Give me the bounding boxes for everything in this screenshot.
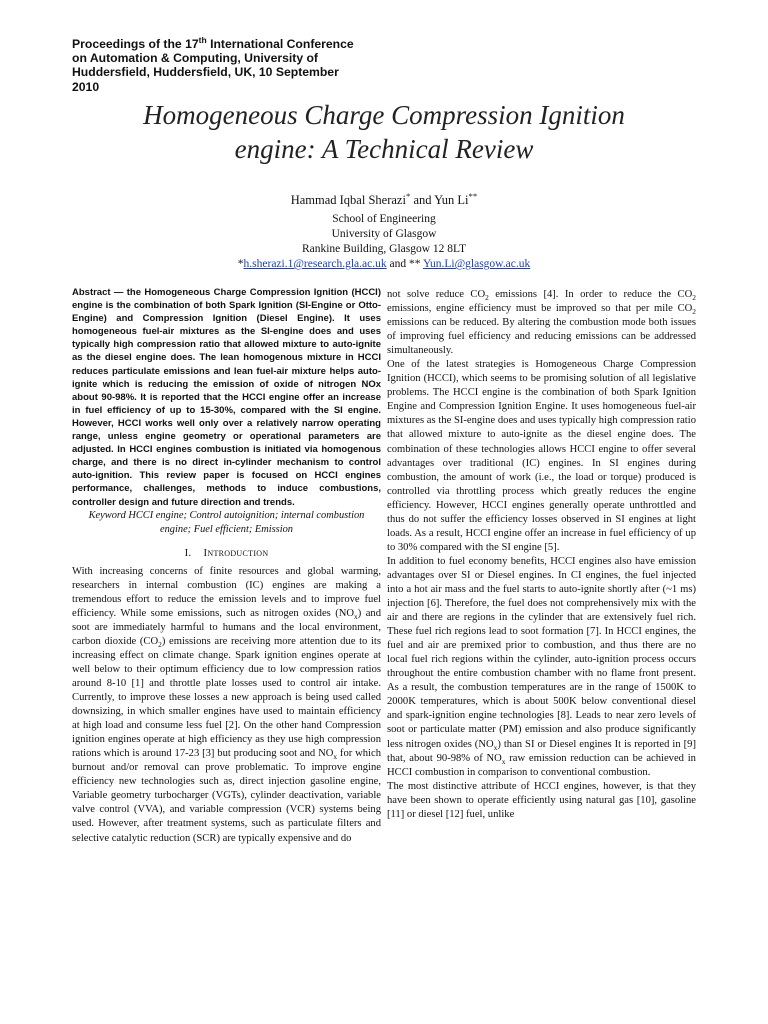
right-paragraph-2: One of the latest strategies is Homogeneous Charge Compression Ignition (HCCI), which seems to be promising solution of all legislative problems. The HCCI engine is the combination of both Spark Ignition Engine and Compression Ignition Engine. It uses homogeneous fuel-air mixtures as the SI-engine does and uses typically high compression ratio that allowed mixture to auto-ignite as the diesel engine does. The combination of these technologies allows HCCI engine to offer several advantages over traditional (IC) engines. In SI engines during combustion, the amount of work (i.e., the load or torque) produced is controlled via throttling process which greatly reduces the engine efficiency. However, HCCI engines generally operate unthrottled and thus do not suffer the efficiency losses observed in SI engines at light loads. As a result, HCCI engine offer an increase in fuel efficiency of up to 30% compared with the SI engine [5]. bbox=[387, 359, 696, 553]
affiliation-block bbox=[72, 212, 696, 272]
right-paragraph-1: not solve reduce $CO_2$ emissions [4]. In order to reduce the $CO_2$ emissions, engine efficiency must be improved so that per mile $CO_2$ emissions can be reduced. By altering the combustion mode both issues of improving fuel efficiency and reducing emissions can be addressed simultaneously. bbox=[387, 289, 696, 357]
abstract: Abstract — the Homogeneous Charge Compression Ignition (HCCI) engine is the combination of both Spark Ignition (SI-Engine or Otto-Engine) and Compression Ignition (Diesel Engine). It uses homogeneous fuel-air mixtures as the SI-engine does and uses typically high compression ratio that allowed mixture to auto-ignite as the diesel engine does. The lean homogenous mixture in HCCI reduces particulate emissions and lean fuel-air mixture helps auto-ignite which is reducing the emission of oxide of nitrogen NOx about 90-98%. It is reported that the HCCI engine offer an increase in fuel efficiency of up to 15-30%, compared with the SI engine. However, HCCI works well only over a relatively narrow operating range, unless engine geometry or operational parameters are adjusted. In HCCI engines combustion is initiated via homogenous charge, and there is no direct in-cylinder mechanism to control auto-ignition. This review paper is focused on HCCI engines performance, challenges, methods to induce combustions, controller design and future direction and trends. bbox=[72, 287, 381, 508]
email-link-1[interactable]: h.sherazi.1@research.gla.ac.uk bbox=[243, 258, 387, 270]
conference-line-3: Huddersfield, Huddersfield, UK, 10 September bbox=[72, 65, 339, 80]
author-list bbox=[72, 192, 696, 208]
conference-line-4: 2010 bbox=[72, 79, 100, 94]
right-column bbox=[387, 288, 696, 822]
right-paragraph-4: The most distinctive attribute of HCCI engines, however, is that they have been shown to operate efficiently using natural gas [10], gasoline [11] or diesel [12] fuel, unlike bbox=[387, 780, 696, 820]
right-paragraph-3: In addition to fuel economy benefits, HCCI engines also have emission advantages over SI or Diesel engines. In CI engines, the fuel injected into a hot air mass and the fuel starts to auto-ignite shortly after (~1 ms) injection [6]. Therefore, the fuel does not comprehensively mix with the air and there are regions in the cylinder that are extensively fuel rich. These fuel rich regions lead to soot formation [7]. In HCCI engines, the fuel and air are premixed prior to combustion, and thus there are no local fuel rich regions within the cylinder, auto-ignition process occurs throughout the entire combustion chamber with no flame front present. As a result, the combustion temperatures are in the range of 1500K to 2000K temperatures, which is about 500K below conventional diesel and spark-ignition engine technologies [8]. Leads to near zero levels of soot or particulate matter (PM) emission and also produce significantly less nitrogen oxides $(NO_x)$ than SI or Diesel engines It is reported in [9] that, about 90-98% of $NO_x$ raw emission reduction can be achieved in HCCI combustion in comparison to conventional combustion. bbox=[387, 555, 696, 778]
affiliation-address: Rankine Building, Glasgow 12 8LT bbox=[301, 243, 467, 255]
author-1: Hammad Iqbal Sherazi bbox=[290, 193, 406, 207]
conference-line-2: on Automation & Computing, University of bbox=[72, 51, 318, 66]
intro-paragraph-1: With increasing concerns of finite resources and global warming, researchers in internal combustion (IC) engines are making a tremendous effort to reduce the emission levels and to improve fuel efficiency. While some emissions, such as nitrogen oxides $(NO_x)$ and soot are immediately harmful to humans and the local environment, carbon dioxide $(CO_2)$ emissions are receiving more attention due to its increasing effect on climate change. Spark ignition engines operate at well below to their optimum efficiency due to low compression ratios around 8-10 [1] and throttle plate losses used to control air intake. Currently, to improve these losses a new approach is being used called downsizing, in which smaller engines have used to maintain efficiency at high load and consume less fuel [2]. On the other hand Compression ignition engines operate at high efficiency as they use high compression rations which is around 17-23 [3] but producing soot and $NO_x$ for which burnout and/or removal can prove problematic. To improve engine efficiency new technologies such as, direct injection gasoline engine, Variable geometry turbocharger (VGTs), cylinder deactivation, variable valve control (VVA), and variable compression (VCR) systems being used. However, after treatment systems, such as particulate filters and selective catalytic reduction (SCR) are typically expensive and do bbox=[72, 565, 381, 844]
conference-header bbox=[72, 34, 402, 94]
author-2-mark: ** bbox=[468, 190, 478, 201]
keywords: Keyword HCCI engine; Control autoignition; internal combustion engine; Fuel efficient; Emission bbox=[88, 509, 365, 535]
email-link-2[interactable]: Yun.Li@glasgow.ac.uk bbox=[422, 258, 531, 270]
affiliation-university: University of Glasgow bbox=[331, 228, 437, 240]
section-heading-introduction: I. Introduction bbox=[184, 546, 269, 559]
conference-line-1: Proceedings of the 17th International Conference bbox=[72, 34, 354, 51]
author-2: and Yun Li bbox=[410, 193, 469, 207]
title-line-2: engine: A Technical Review bbox=[234, 134, 534, 164]
title-line-1: Homogeneous Charge Compression Ignition bbox=[143, 100, 625, 130]
left-column bbox=[72, 286, 381, 846]
affiliation-school: School of Engineering bbox=[332, 213, 436, 225]
paper-title bbox=[72, 98, 696, 166]
author-1-mark: * bbox=[405, 190, 411, 201]
affiliation-emails: *h.sherazi.1@research.gla.ac.uk and ** Yun.Li@glasgow.ac.uk bbox=[237, 258, 531, 270]
